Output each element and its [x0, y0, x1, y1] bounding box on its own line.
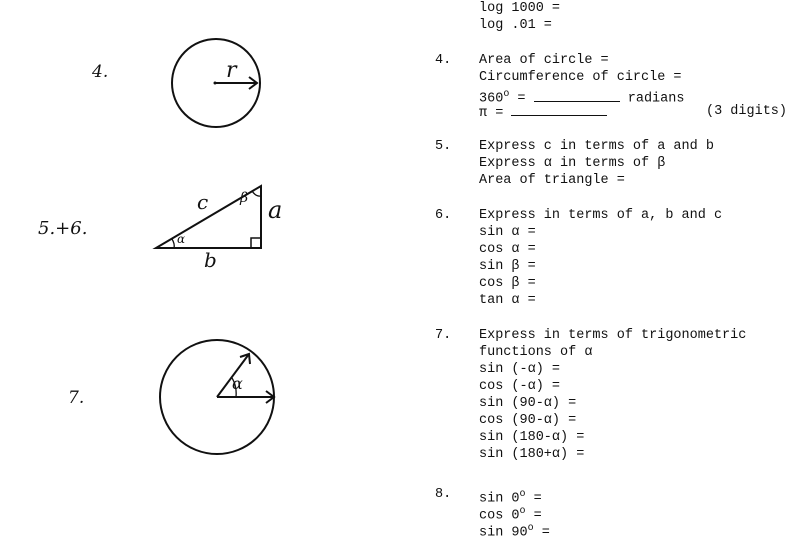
handwritten-side-b: b	[204, 248, 217, 272]
q4-pi-blank[interactable]	[511, 103, 607, 116]
center-dot	[214, 82, 217, 85]
question-7-number: 7.	[435, 328, 452, 343]
q8-sup: o	[527, 523, 534, 534]
handwritten-radius-r: r	[226, 58, 237, 83]
handwritten-angle-alpha: α	[177, 232, 186, 246]
q7-item: sin (-α) =	[479, 362, 561, 377]
handwritten-label-5-6: 5.+6.	[38, 218, 88, 239]
q8-eq: =	[525, 508, 542, 524]
q8-fn: sin 90	[479, 525, 528, 541]
q8-fn: sin 0	[479, 491, 520, 507]
log-1000-line: log 1000 =	[479, 1, 561, 16]
q7-intro-1: Express in terms of trigonometric	[479, 328, 747, 343]
handwritten-side-c: c	[197, 190, 209, 214]
handwritten-label-4: 4.	[92, 62, 109, 82]
q5-alpha-terms: Express α in terms of β	[479, 156, 666, 171]
log-01-line: log .01 =	[479, 18, 552, 33]
q4-digits: (3 digits)	[706, 104, 788, 119]
q4-area: Area of circle =	[479, 53, 609, 68]
q8-eq: =	[533, 525, 550, 541]
question-5-number: 5.	[435, 139, 452, 154]
q6-intro: Express in terms of a, b and c	[479, 208, 723, 223]
q7-item: sin (180+α) =	[479, 447, 585, 462]
q8-sup: o	[519, 506, 526, 517]
question-4-number: 4.	[435, 53, 452, 68]
q4-deg: 360	[479, 91, 504, 107]
q4-radians: radians	[627, 91, 685, 107]
q7-intro-2: functions of α	[479, 345, 593, 360]
q6-item: cos β =	[479, 276, 536, 291]
q4-circumference: Circumference of circle =	[479, 70, 682, 85]
handwritten-angle-alpha-circle: α	[232, 374, 243, 393]
q4-deg-sup: o	[503, 89, 510, 100]
figure-circle-angle	[160, 340, 274, 454]
figure-circle-radius	[172, 39, 260, 127]
q8-fn: cos 0	[479, 508, 520, 524]
q5-c-terms: Express c in terms of a and b	[479, 139, 714, 154]
q7-item: sin (90-α) =	[479, 396, 577, 411]
q4-radians-blank[interactable]	[534, 89, 620, 102]
q6-item: cos α =	[479, 242, 536, 257]
q6-item: sin β =	[479, 259, 536, 274]
q6-item: tan α =	[479, 293, 536, 308]
q7-item: cos (-α) =	[479, 379, 561, 394]
beta-arc	[252, 191, 261, 196]
q4-eq: =	[509, 91, 526, 107]
q8-item	[479, 520, 550, 542]
q8-sup: o	[519, 489, 526, 500]
q4-pi: π =	[479, 106, 504, 121]
question-6-number: 6.	[435, 208, 452, 223]
question-8-number: 8.	[435, 487, 452, 502]
q6-item: sin α =	[479, 225, 536, 240]
handwritten-label-7: 7.	[68, 388, 85, 408]
q7-item: cos (90-α) =	[479, 413, 577, 428]
q5-area: Area of triangle =	[479, 173, 625, 188]
q4-pi-line	[479, 103, 607, 122]
q7-item: sin (180-α) =	[479, 430, 585, 445]
right-angle-mark	[251, 238, 261, 248]
alpha-arc	[172, 239, 174, 248]
q8-eq: =	[525, 491, 542, 507]
handwritten-side-a: a	[268, 196, 283, 224]
handwritten-angle-beta: β	[240, 190, 249, 206]
